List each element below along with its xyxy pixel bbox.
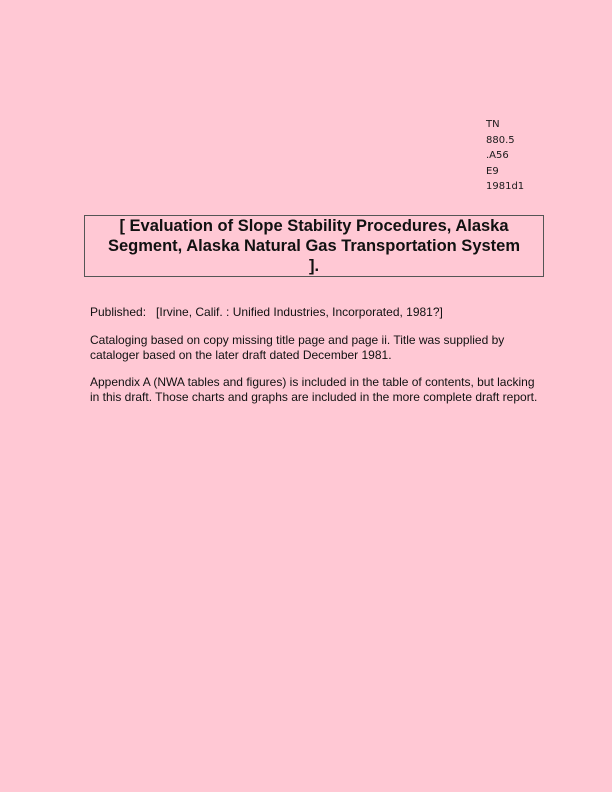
- call-number-line: .A56: [486, 150, 509, 161]
- call-number-line: TN: [486, 119, 500, 130]
- cataloging-note: Cataloging based on copy missing title page and page ii. Title was supplied by cataloger based on the later draft dated December 1981.: [90, 333, 505, 362]
- title-box: [84, 215, 544, 277]
- call-number: [486, 117, 524, 195]
- appendix-note: Appendix A (NWA tables and figures) is included in the table of contents, but lacking in this draft. Those charts and graphs are included in the more complete draft report.: [90, 375, 538, 404]
- call-number-line: E9: [486, 165, 499, 177]
- call-number-line: 880.5: [486, 134, 515, 146]
- call-number-line: 1981d1: [486, 181, 525, 192]
- published-note: Published: [Irvine, Calif. : Unified Industries, Incorporated, 1981?]: [90, 305, 443, 319]
- document-title: [ Evaluation of Slope Stability Procedures, Alaska Segment, Alaska Natural Gas Transportation System ].: [107, 217, 521, 275]
